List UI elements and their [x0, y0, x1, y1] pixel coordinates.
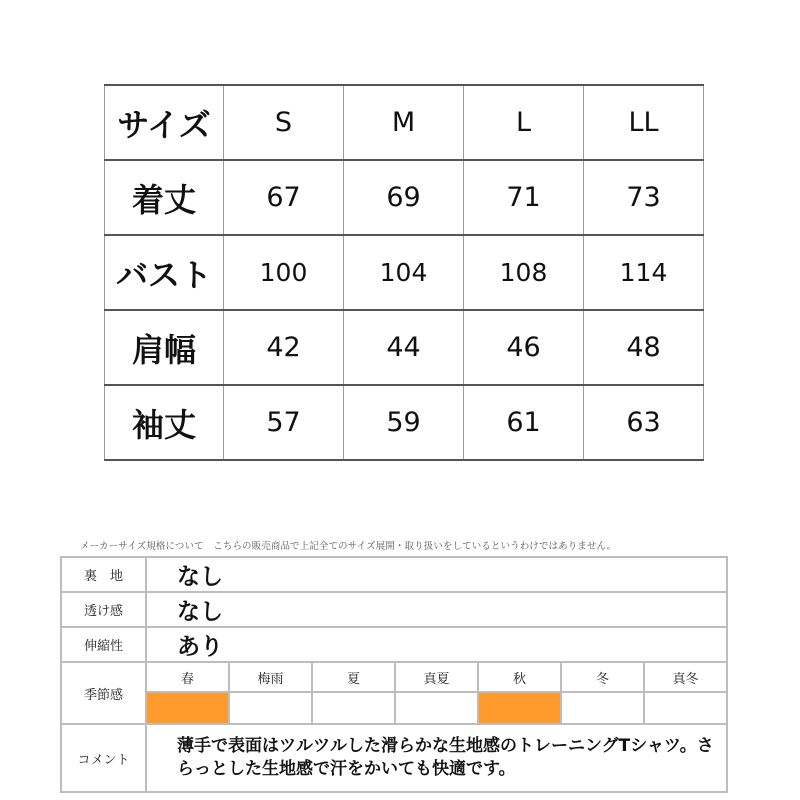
season-indicator [478, 692, 561, 724]
spec-table [60, 556, 728, 793]
size-value: 44 [344, 310, 464, 385]
season-indicator [229, 692, 312, 724]
spec-row-comment [61, 724, 727, 792]
row-label: 袖丈 [105, 385, 224, 460]
season-name: 夏 [312, 662, 395, 692]
season-names-row [61, 662, 727, 692]
size-value: 73 [584, 160, 704, 235]
season-name: 真冬 [644, 662, 727, 692]
spec-row-lining [61, 557, 727, 592]
season-name: 秋 [478, 662, 561, 692]
size-value: 71 [464, 160, 584, 235]
size-label: S [224, 85, 344, 160]
spec-label: コメント [61, 724, 146, 792]
size-value: 42 [224, 310, 344, 385]
size-value: 108 [464, 235, 584, 310]
row-label: 肩幅 [105, 310, 224, 385]
season-indicator [644, 692, 727, 724]
spec-row-sheer [61, 592, 727, 627]
comment-text: 薄手で表面はツルツルした滑らかな生地感のトレーニングTシャツ。さらっとした生地感で汗をかいても快適です。 [146, 724, 727, 792]
size-value: 46 [464, 310, 584, 385]
spec-value: なし [146, 557, 727, 592]
size-value: 57 [224, 385, 344, 460]
season-indicator [146, 692, 229, 724]
spec-label: 伸縮性 [61, 627, 146, 662]
size-value: 59 [344, 385, 464, 460]
size-value: 48 [584, 310, 704, 385]
size-value: 63 [584, 385, 704, 460]
size-value: 69 [344, 160, 464, 235]
size-value: 67 [224, 160, 344, 235]
size-value: 100 [224, 235, 344, 310]
size-value: 114 [584, 235, 704, 310]
season-name: 梅雨 [229, 662, 312, 692]
size-label: L [464, 85, 584, 160]
spec-label: 季節感 [61, 662, 146, 724]
spec-row-stretch [61, 627, 727, 662]
season-indicator [395, 692, 478, 724]
season-name: 春 [146, 662, 229, 692]
season-indicator-row [61, 692, 727, 724]
spec-value: なし [146, 592, 727, 627]
row-label: バスト [105, 235, 224, 310]
size-row-sleeve [105, 385, 704, 460]
size-label: LL [584, 85, 704, 160]
size-header-label: サイズ [105, 85, 224, 160]
spec-label: 裏 地 [61, 557, 146, 592]
season-indicator [561, 692, 644, 724]
size-note: メーカーサイズ規格について こちらの販売商品で上記全てのサイズ展開・取り扱いをしているというわけではありません。 [80, 541, 617, 552]
size-value: 104 [344, 235, 464, 310]
size-row-length [105, 160, 704, 235]
season-indicator [312, 692, 395, 724]
size-row-shoulder [105, 310, 704, 385]
size-value: 61 [464, 385, 584, 460]
spec-label: 透け感 [61, 592, 146, 627]
row-label: 着丈 [105, 160, 224, 235]
size-row-bust [105, 235, 704, 310]
season-name: 真夏 [395, 662, 478, 692]
spec-value: あり [146, 627, 727, 662]
season-name: 冬 [561, 662, 644, 692]
size-label: M [344, 85, 464, 160]
size-chart-table [104, 84, 704, 461]
size-header-row [105, 85, 704, 160]
